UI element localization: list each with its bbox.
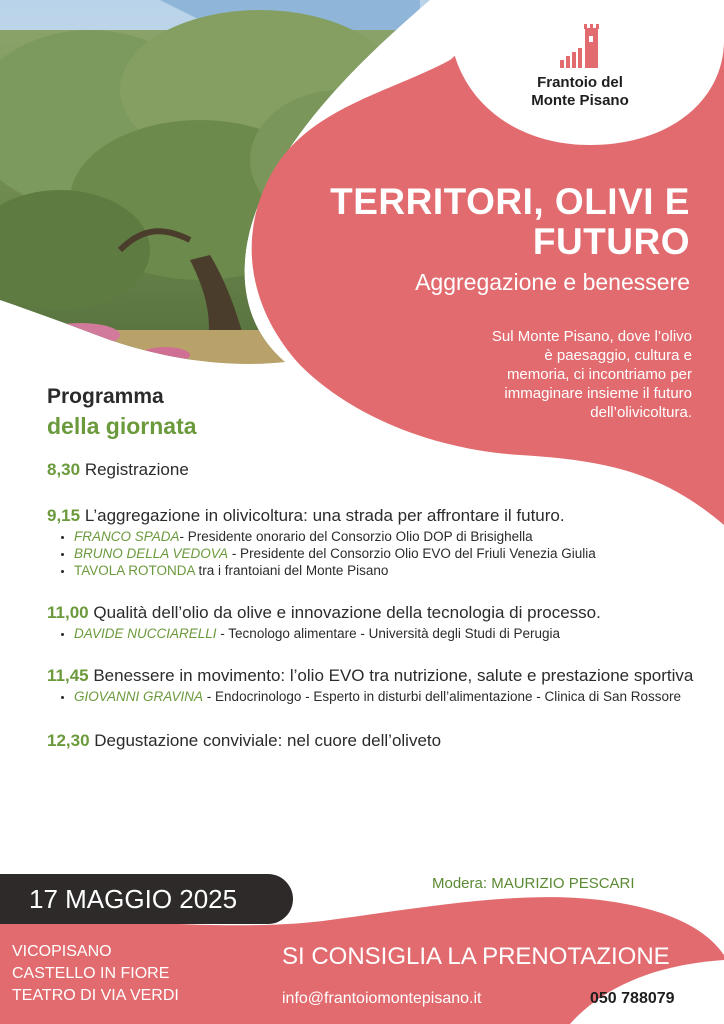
intro-line: immaginare insieme il futuro [504, 385, 692, 402]
moderator: Modera: MAURIZIO PESCARI [432, 875, 635, 892]
speaker-name: BRUNO DELLA VEDOVA [74, 546, 229, 561]
speaker-name: FRANCO SPADA [74, 529, 180, 544]
venue-line: VICOPISANO [12, 943, 112, 960]
programme-subheading: della giornata [47, 413, 197, 439]
slot-heading [47, 731, 697, 751]
speaker-role: - Presidente del Consorzio Olio EVO del Friuli Venezia Giulia [228, 546, 596, 561]
venue-line: CASTELLO IN FIORE [12, 965, 170, 982]
speaker-item [74, 688, 697, 705]
speaker-role: - Endocrinologo - Esperto in disturbi dell’alimentazione - Clinica di San Rossore [203, 689, 682, 704]
slot-title: Degustazione conviviale: nel cuore dell’oliveto [94, 731, 442, 750]
agenda-slot [47, 666, 697, 705]
slot-time: 11,45 [47, 666, 89, 685]
speaker-name: DAVIDE NUCCIARELLI [74, 626, 217, 641]
tower-bars-icon [558, 22, 602, 70]
intro-line: è paesaggio, cultura e [544, 347, 692, 364]
intro-line: memoria, ci incontriamo per [506, 366, 692, 383]
speaker-list [47, 625, 697, 642]
slot-time: 11,00 [47, 603, 89, 622]
slot-time: 8,30 [47, 460, 81, 479]
slot-heading [47, 603, 697, 623]
speaker-list [47, 688, 697, 705]
agenda [47, 460, 697, 771]
intro-text [412, 327, 692, 422]
slot-title: Registrazione [84, 460, 189, 479]
intro-line: dell’olivicoltura. [590, 404, 692, 421]
speaker-item [74, 562, 697, 579]
contact-phone[interactable]: 050 788079 [590, 990, 675, 1007]
slot-time: 12,30 [47, 731, 90, 750]
slot-heading [47, 506, 697, 526]
speaker-name: GIOVANNI GRAVINA [74, 689, 204, 704]
speaker-item [74, 545, 697, 562]
brand-logo [515, 22, 645, 110]
intro-line: Sul Monte Pisano, dove l’olivo [491, 328, 692, 345]
slot-heading [47, 460, 697, 480]
brand-name-line1: Frantoio del [537, 74, 623, 91]
contact-email-link[interactable]: info@frantoiomontepisano.it [282, 990, 482, 1007]
programme-heading: Programma [47, 385, 164, 408]
title-line1: TERRITORI, OLIVI E [330, 181, 690, 222]
speaker-role: - Tecnologo alimentare - Università degli Studi di Perugia [216, 626, 560, 641]
slot-title: Qualità dell’olio da olive e innovazione della tecnologia di processo. [93, 603, 601, 622]
agenda-slot [47, 731, 697, 751]
slot-time: 9,15 [47, 506, 81, 525]
speaker-list [47, 528, 697, 579]
speaker-item [74, 625, 697, 642]
speaker-name: TAVOLA ROTONDA [74, 563, 195, 578]
slot-title: Benessere in movimento: l’olio EVO tra nutrizione, salute e prestazione sportiva [93, 666, 694, 685]
agenda-slot [47, 506, 697, 579]
booking-notice: SI CONSIGLIA LA PRENOTAZIONE [282, 943, 670, 970]
slot-title: L’aggregazione in olivicoltura: una strada per affrontare il futuro. [84, 506, 565, 525]
event-title [260, 182, 690, 262]
title-line2: FUTURO [532, 221, 690, 262]
event-date: 17 MAGGIO 2025 [29, 884, 238, 914]
agenda-slot [47, 603, 697, 642]
venue [12, 941, 179, 1007]
venue-line: TEATRO DI VIA VERDI [12, 987, 179, 1004]
brand-name-line2: Monte Pisano [531, 92, 629, 109]
slot-heading [47, 666, 697, 686]
agenda-slot [47, 460, 697, 480]
speaker-item [74, 528, 697, 545]
speaker-role: - Presidente onorario del Consorzio Olio DOP di Brisighella [179, 529, 533, 544]
speaker-role: tra i frantoiani del Monte Pisano [194, 563, 389, 578]
event-subtitle: Aggregazione e benessere [415, 269, 690, 295]
